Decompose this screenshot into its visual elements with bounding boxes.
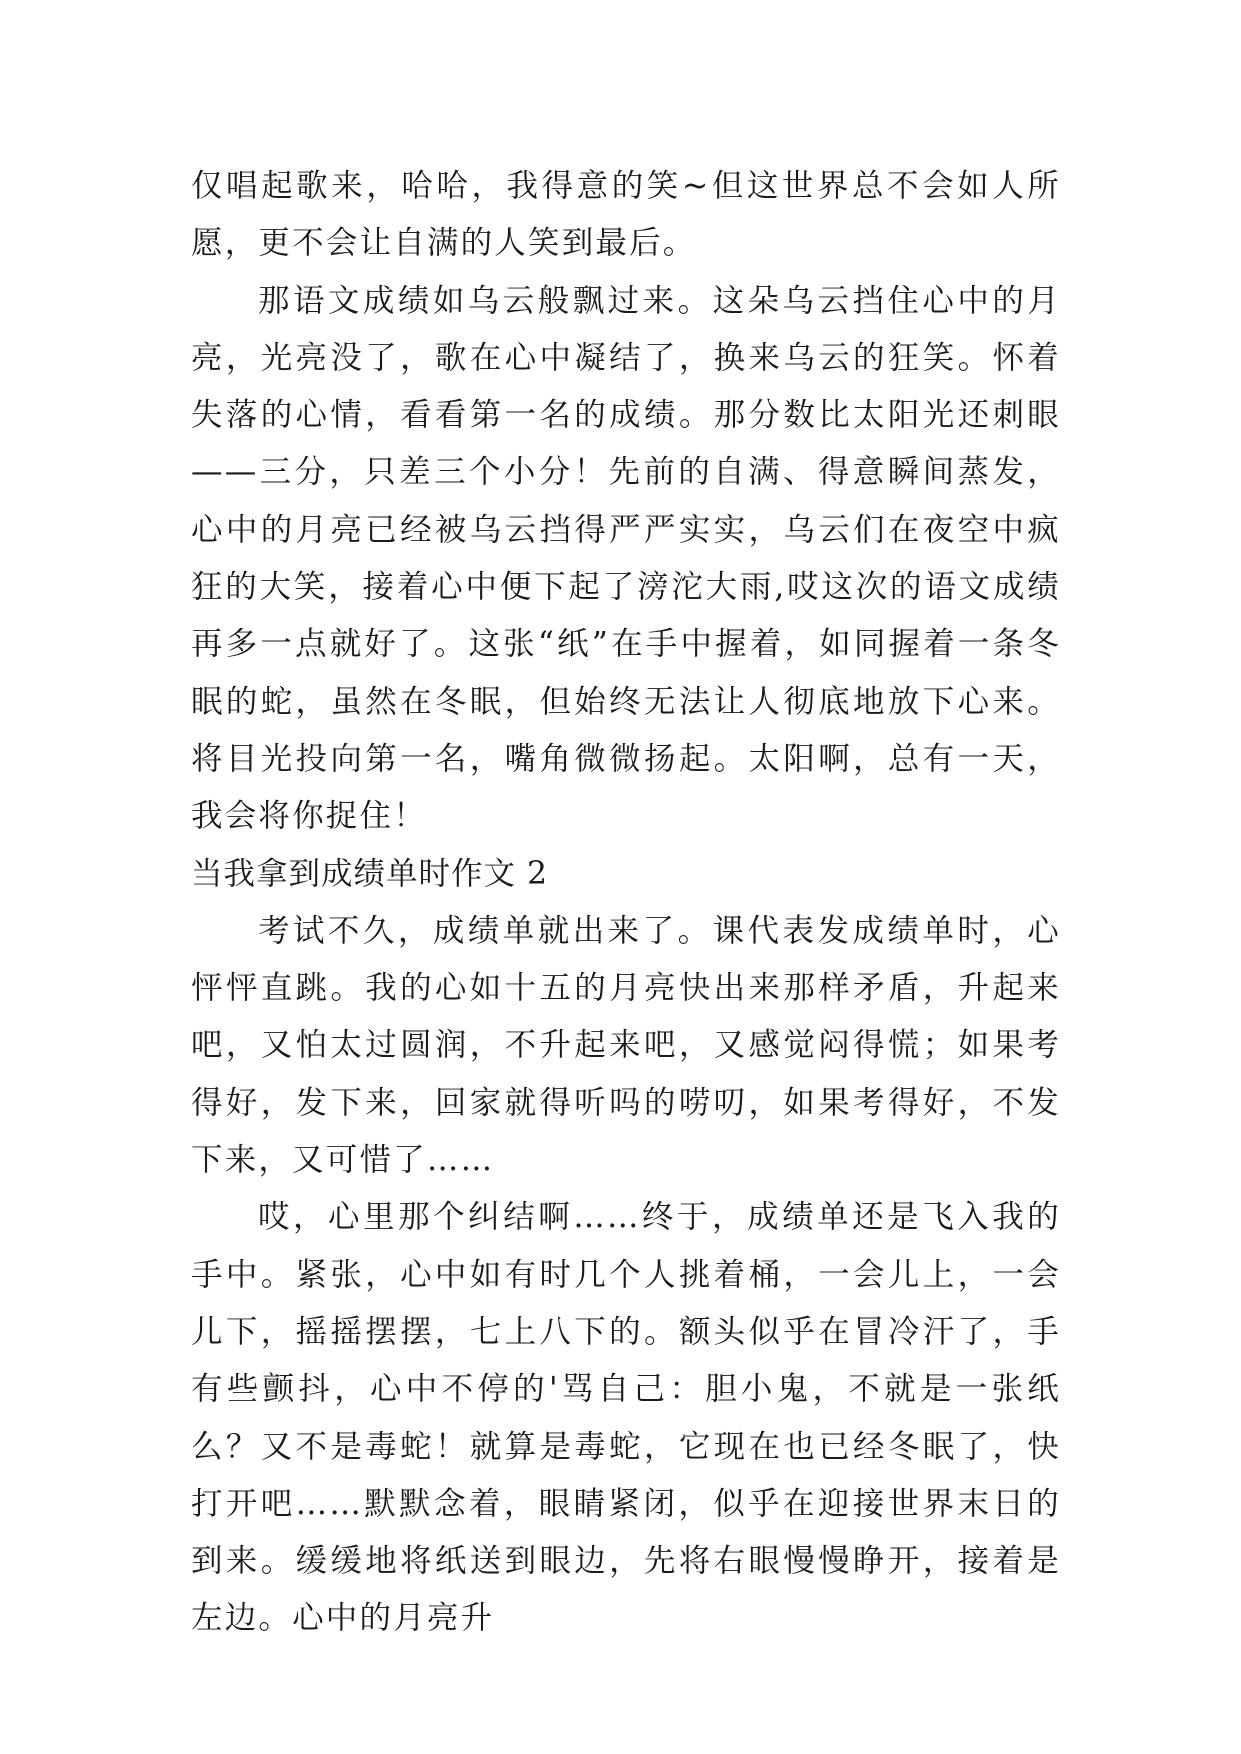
paragraph-chinese-grade: 那语文成绩如乌云般飘过来。这朵乌云挡住心中的月亮，光亮没了，歌在心中凝结了，换来乌云的狂笑。怀着失落的心情，看看第一名的成绩。那分数比太阳光还刺眼——三分，只差三个小分！先前的自满、得意瞬间蒸发，心中的月亮已经被乌云挡得严严实实，乌云们在夜空中疯狂的大笑，接着心中便下起了滂沱大雨,哎这次的语文成绩再多一点就好了。这张“纸”在手中握着，如同握着一条冬眠的蛇，虽然在冬眠，但始终无法让人彻底地放下心来。将目光投向第一名，嘴角微微扬起。太阳啊，总有一天，我会将你捉住！ <box>191 282 1061 835</box>
essay-heading: 当我拿到成绩单时作文 2 <box>191 855 549 892</box>
document-body <box>191 158 1061 1648</box>
paragraph-continuation: 仅唱起歌来，哈哈，我得意的笑~但这世界总不会如人所愿，更不会让自满的人笑到最后。 <box>191 168 1061 262</box>
paragraph-report-card: 考试不久，成绩单就出来了。课代表发成绩单时，心怦怦直跳。我的心如十五的月亮快出来那样矛盾，升起来吧，又怕太过圆润，不升起来吧，又感觉闷得慌；如果考得好，发下来，回家就得听吗的唠叨，如果考得好，不发下来，又可惜了…… <box>191 912 1061 1179</box>
paragraph-receiving-report: 哎，心里那个纠结啊……终于，成绩单还是飞入我的手中。紧张，心中如有时几个人挑着桶，一会儿上，一会儿下，摇摇摆摆，七上八下的。额头似乎在冒冷汗了，手有些颤抖，心中不停的'骂自己：胆小鬼，不就是一张纸么？又不是毒蛇！就算是毒蛇，它现在也已经冬眠了，快打开吧……默默念着，眼睛紧闭，似乎在迎接世界末日的到来。缓缓地将纸送到眼边，先将右眼慢慢睁开，接着是左边。心中的月亮升 <box>191 1199 1061 1637</box>
